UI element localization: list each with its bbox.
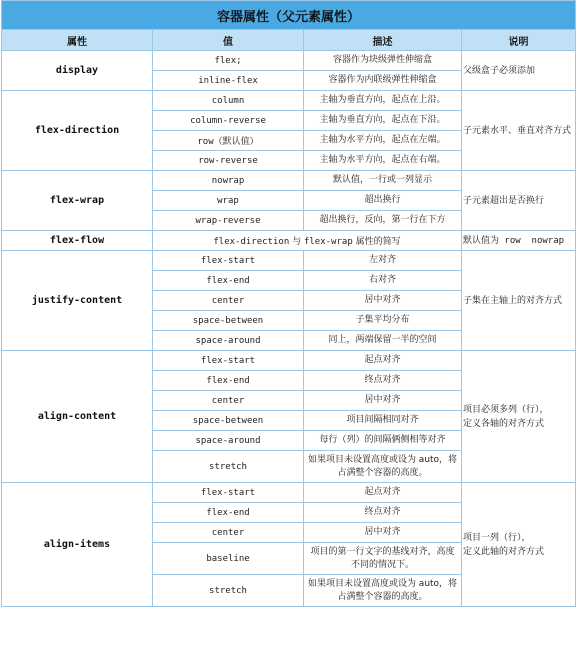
description-cell: 居中对齐 (304, 523, 462, 543)
value-cell: column (153, 91, 304, 111)
table-row (2, 51, 576, 71)
description-cell: 起点对齐 (304, 351, 462, 371)
description-cell: 子集平均分布 (304, 311, 462, 331)
description-line: 占满整个容器的高度。 (337, 467, 428, 478)
flex-flow-part-b: flex-wrap (303, 237, 353, 247)
description-line: 项目的第一行文字的基线对齐，高度 (310, 546, 455, 557)
description-cell: 终点对齐 (304, 371, 462, 391)
value-cell: flex-start (153, 251, 304, 271)
value-cell: flex-end (153, 503, 304, 523)
description-cell: 超出换行，反向，第一行在下方 (304, 211, 462, 231)
value-cell: flex-start (153, 351, 304, 371)
description-cell: 居中对齐 (304, 391, 462, 411)
note-flex-wrap: 子元素超出是否换行 (462, 171, 576, 231)
table-row (2, 351, 576, 371)
description-cell: 主轴为垂直方向，起点在下沿。 (304, 111, 462, 131)
description-line: 不同的情况下。 (350, 559, 414, 570)
header-property: 属性 (2, 30, 153, 51)
value-cell: column-reverse (153, 111, 304, 131)
note-line: 定义此轴的对齐方式 (463, 546, 545, 557)
container-properties-table-wrapper (1, 0, 575, 607)
note-align-items (462, 483, 576, 607)
flex-flow-part-a: flex-direction (213, 237, 290, 247)
value-cell: baseline (153, 543, 304, 575)
description-cell: 终点对齐 (304, 503, 462, 523)
description-cell: 主轴为水平方向，起点在左端。 (304, 131, 462, 151)
value-cell: space-between (153, 311, 304, 331)
table-row (2, 251, 576, 271)
value-cell: wrap-reverse (153, 211, 304, 231)
table-row (2, 171, 576, 191)
description-cell: 右对齐 (304, 271, 462, 291)
note-flex-direction: 子元素水平、垂直对齐方式 (462, 91, 576, 171)
value-cell: flex-end (153, 271, 304, 291)
description-cell: 主轴为水平方向，起点在右端。 (304, 151, 462, 171)
value-cell: center (153, 291, 304, 311)
value-cell: inline-flex (153, 71, 304, 91)
value-cell: stretch (153, 575, 304, 607)
container-properties-table (1, 0, 576, 607)
property-display: display (2, 51, 153, 91)
table-row (2, 231, 576, 251)
description-cell: 容器作为内联级弹性伸缩盒 (304, 71, 462, 91)
description-cell: 默认值，一行或一列显示 (304, 171, 462, 191)
header-value: 值 (153, 30, 304, 51)
table-row (2, 91, 576, 111)
description-cell (304, 543, 462, 575)
description-cell (304, 451, 462, 483)
flex-flow-note-code: row nowrap (499, 235, 565, 246)
value-cell: nowrap (153, 171, 304, 191)
description-cell: 居中对齐 (304, 291, 462, 311)
note-line: 项目一列（行）， (463, 532, 531, 543)
value-cell: flex-end (153, 371, 304, 391)
value-cell: space-between (153, 411, 304, 431)
note-line: 项目必须多列（行）， (463, 404, 549, 415)
flex-flow-part-mid: 与 (289, 237, 304, 247)
flex-flow-part-end: 属性的简写 (352, 237, 401, 247)
header-note: 说明 (462, 30, 576, 51)
flex-flow-note-text: 默认值为 (463, 235, 500, 246)
description-cell: 容器作为块级弹性伸缩盒 (304, 51, 462, 71)
value-cell: flex; (153, 51, 304, 71)
property-flex-wrap: flex-wrap (2, 171, 153, 231)
note-line: 定义各轴的对齐方式 (463, 418, 545, 429)
description-cell: 项目间隔相同对齐 (304, 411, 462, 431)
value-cell: row（默认值） (153, 131, 304, 151)
note-flex-flow (462, 231, 576, 251)
property-align-content: align-content (2, 351, 153, 483)
table-header-row (2, 30, 576, 51)
header-description: 描述 (304, 30, 462, 51)
value-cell: space-around (153, 331, 304, 351)
value-cell: stretch (153, 451, 304, 483)
value-cell: space-around (153, 431, 304, 451)
description-cell (304, 575, 462, 607)
note-align-content (462, 351, 576, 483)
property-flex-flow: flex-flow (2, 231, 153, 251)
value-cell: center (153, 391, 304, 411)
description-cell: 起点对齐 (304, 483, 462, 503)
property-flex-direction: flex-direction (2, 91, 153, 171)
property-justify-content: justify-content (2, 251, 153, 351)
description-line: 占满整个容器的高度。 (337, 591, 428, 602)
table-title: 容器属性（父元素属性） (2, 1, 576, 30)
value-cell: flex-start (153, 483, 304, 503)
note-justify-content: 子集在主轴上的对齐方式 (462, 251, 576, 351)
table-row (2, 483, 576, 503)
flex-flow-description (153, 231, 462, 251)
description-line: 如果项目未设置高度或设为 auto，将 (307, 578, 458, 589)
value-cell: center (153, 523, 304, 543)
description-cell: 左对齐 (304, 251, 462, 271)
description-cell: 超出换行 (304, 191, 462, 211)
value-cell: row-reverse (153, 151, 304, 171)
description-cell: 同上，两端保留一半的空间 (304, 331, 462, 351)
note-display: 父级盒子必须添加 (462, 51, 576, 91)
property-align-items: align-items (2, 483, 153, 607)
value-cell: wrap (153, 191, 304, 211)
table-title-row (2, 1, 576, 30)
description-cell: 每行（列）的间隔俩侧相等对齐 (304, 431, 462, 451)
description-cell: 主轴为垂直方向，起点在上沿。 (304, 91, 462, 111)
description-line: 如果项目未设置高度或设为 auto，将 (307, 454, 458, 465)
